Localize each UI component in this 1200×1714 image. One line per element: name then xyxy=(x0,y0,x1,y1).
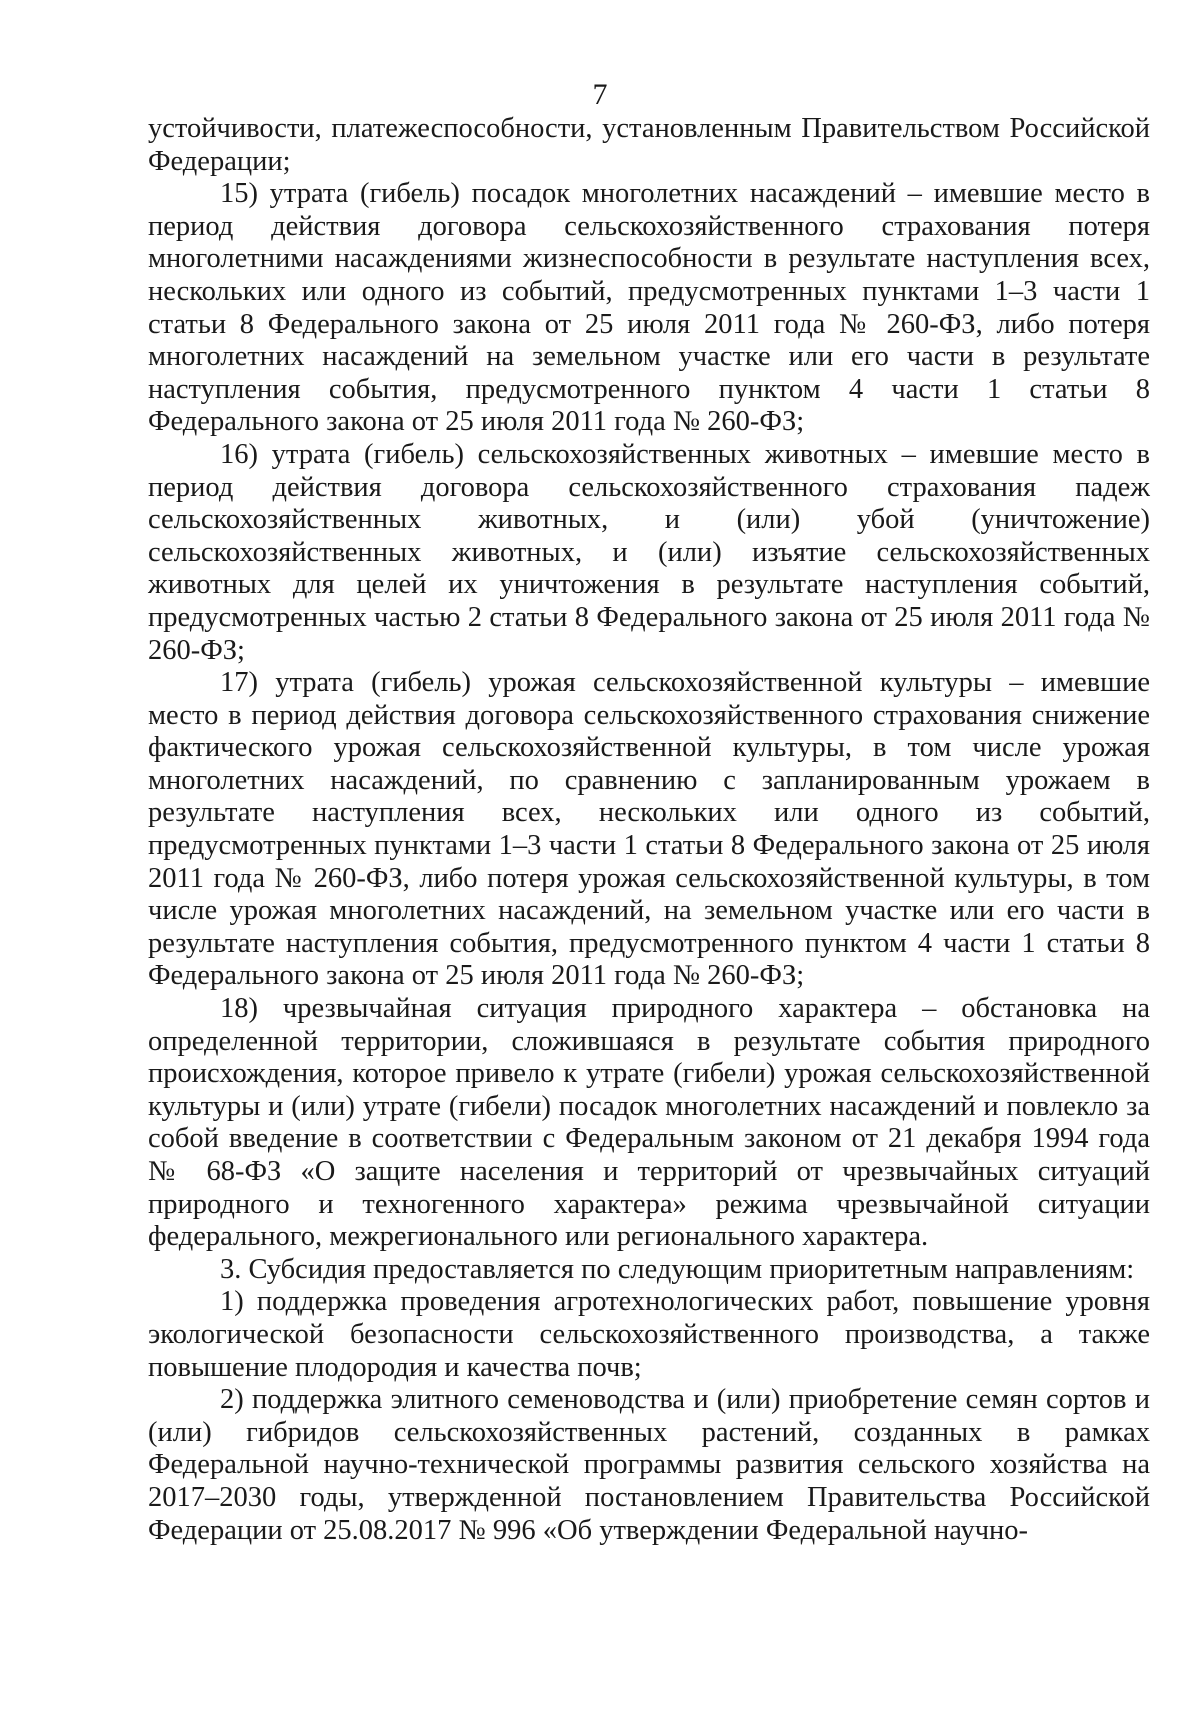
paragraph-item-18: 18) чрезвычайная ситуация природного характера – обстановка на определенной территории, сложившаяся в результате события природного происхождения, которое привело к утрате (гибели) урожая сельскохозяйственной культуры и (или) утрате (гибели) посадок многолетних насаждений и повлекло за собой введение в соответствии с Федеральным законом от 21 декабря 1994 года № 68-ФЗ «О защите населения и территорий от чрезвычайных ситуаций природного и техногенного характера» режима чрезвычайной ситуации федерального, межрегионального или регионального характера. xyxy=(148,993,1150,1253)
paragraph-item-16: 16) утрата (гибель) сельскохозяйственных животных – имевшие место в период действия договора сельскохозяйственного страхования падеж сельскохозяйственных животных, и (или) убой (уничтожение) сельскохозяйственных животных, и (или) изъятие сельскохозяйственных животных для целей их уничтожения в результате наступления событий, предусмотренных частью 2 статьи 8 Федерального закона от 25 июля 2011 года № 260-ФЗ; xyxy=(148,438,1150,666)
document-body xyxy=(148,113,1150,1547)
paragraph-direction-1: 1) поддержка проведения агротехнологических работ, повышение уровня экологической безопасности сельскохозяйственного производства, а также повышение плодородия и качества почв; xyxy=(148,1286,1150,1383)
paragraph-direction-2: 2) поддержка элитного семеноводства и (или) приобретение семян сортов и (или) гибридов сельскохозяйственных растений, созданных в рамках Федеральной научно-технической программы развития сельского хозяйства на 2017–2030 годы, утвержденной постановлением Правительства Российской Федерации от 25.08.2017 № 996 «Об утверждении Федеральной научно- xyxy=(148,1384,1150,1546)
paragraph-item-15: 15) утрата (гибель) посадок многолетних насаждений – имевшие место в период действия договора сельскохозяйственного страхования потеря многолетними насаждениями жизнеспособности в результате наступления всех, нескольких или одного из событий, предусмотренных пунктами 1–3 части 1 статьи 8 Федерального закона от 25 июля 2011 года № 260-ФЗ, либо потеря многолетних насаждений на земельном участке или его части в результате наступления события, предусмотренного пунктом 4 части 1 статьи 8 Федерального закона от 25 июля 2011 года № 260-ФЗ; xyxy=(148,178,1150,438)
page-number: 7 xyxy=(592,78,608,111)
paragraph-continuation: устойчивости, платежеспособности, установленным Правительством Российской Федерации; xyxy=(148,113,1150,177)
paragraph-item-17: 17) утрата (гибель) урожая сельскохозяйственной культуры – имевшие место в период действия договора сельскохозяйственного страхования снижение фактического урожая сельскохозяйственной культуры, в том числе урожая многолетних насаждений, по сравнению с запланированным урожаем в результате наступления всех, нескольких или одного из событий, предусмотренных пунктами 1–3 части 1 статьи 8 Федерального закона от 25 июля 2011 года № 260-ФЗ, либо потеря урожая сельскохозяйственной культуры, в том числе урожая многолетних насаждений, на земельном участке или его части в результате наступления события, предусмотренного пунктом 4 части 1 статьи 8 Федерального закона от 25 июля 2011 года № 260-ФЗ; xyxy=(148,667,1150,992)
paragraph-section-3: 3. Субсидия предоставляется по следующим приоритетным направлениям: xyxy=(220,1253,1135,1285)
